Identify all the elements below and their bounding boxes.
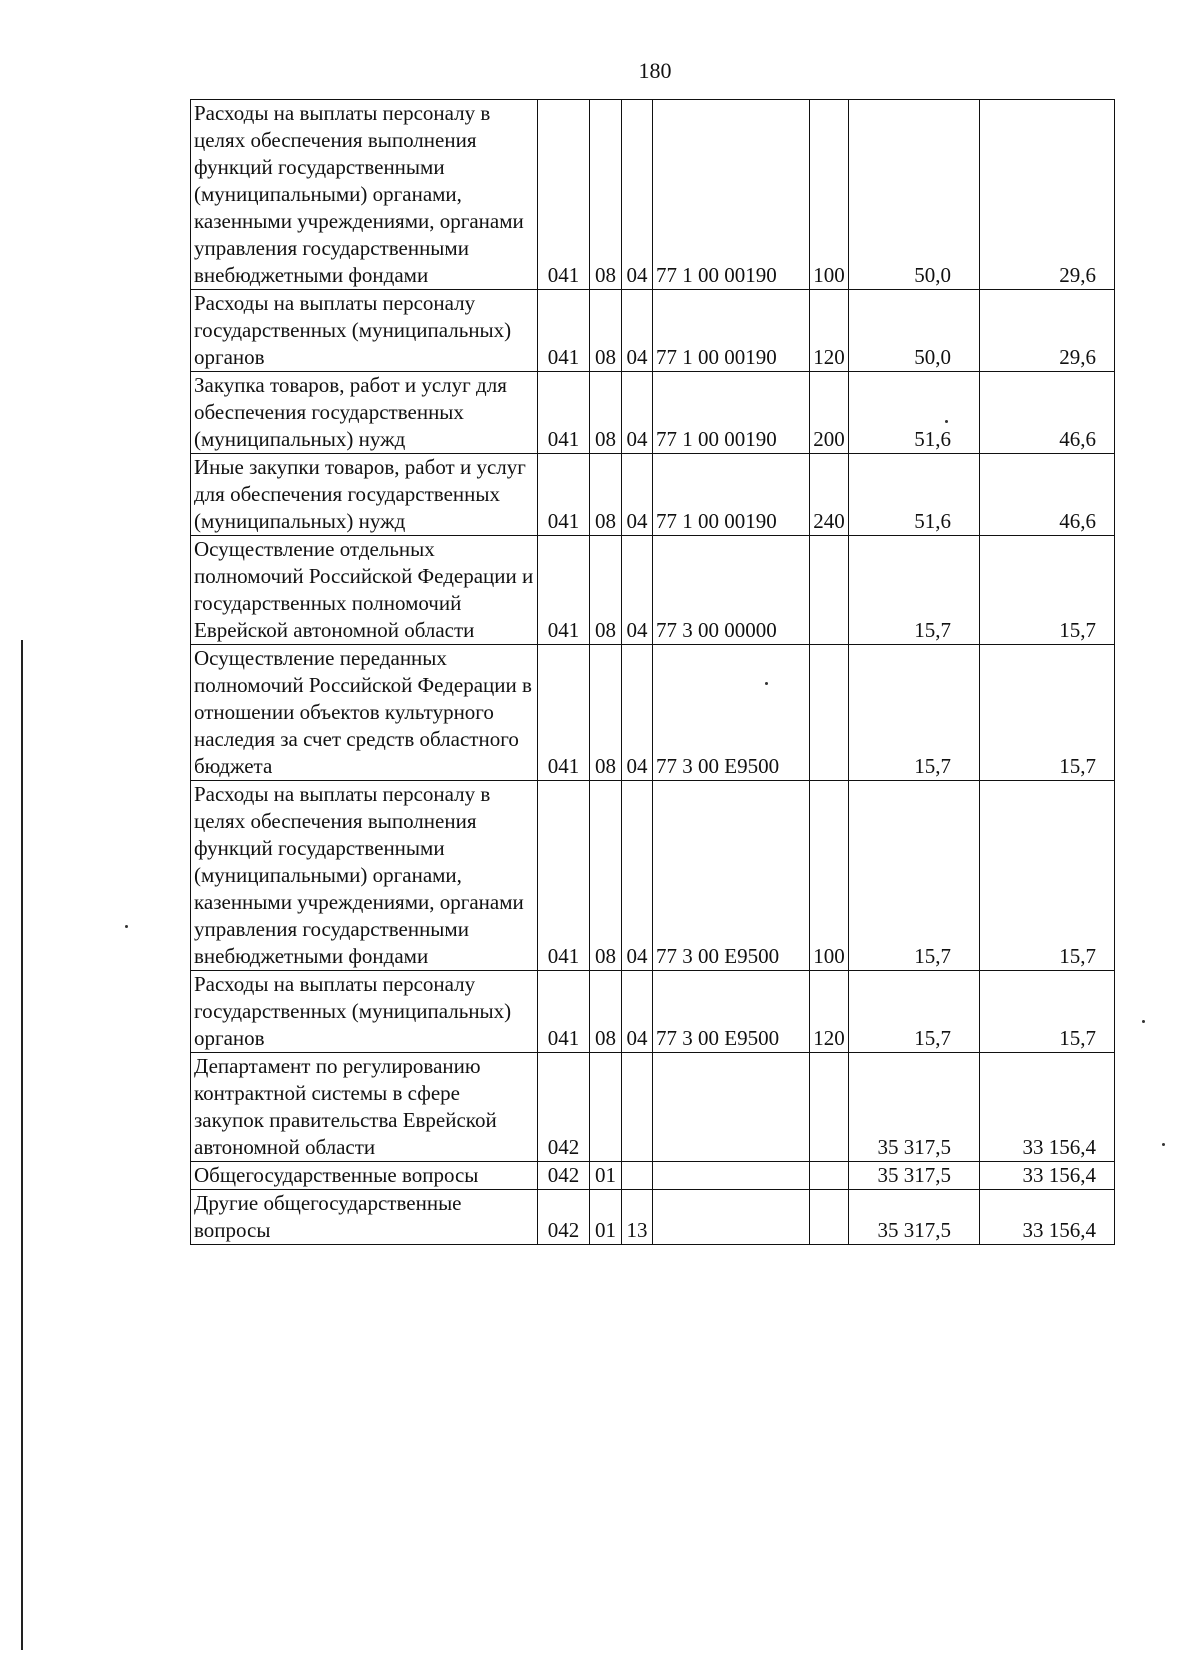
row-ved-cell: 041 xyxy=(538,100,590,290)
row-vr-cell xyxy=(810,1162,849,1190)
row-rz-cell: 08 xyxy=(590,290,622,372)
row-ved-cell: 041 xyxy=(538,454,590,536)
row-ved-cell: 042 xyxy=(538,1162,590,1190)
row-sum1-cell: 15,7 xyxy=(849,645,980,781)
row-csr-cell: 77 3 00 Е9500 xyxy=(653,645,810,781)
row-rz-cell: 08 xyxy=(590,645,622,781)
row-pr-cell xyxy=(622,1162,653,1190)
row-rz-cell: 08 xyxy=(590,971,622,1053)
row-csr-cell: 77 1 00 00190 xyxy=(653,454,810,536)
row-sum2-cell: 15,7 xyxy=(980,536,1115,645)
row-name-cell: Осуществление переданных полномочий Российской Федерации в отношении объектов культурного наследия за счет средств областного бюджета xyxy=(191,645,538,781)
row-name-cell: Расходы на выплаты персоналу в целях обеспечения выполнения функций государственными (муниципальными) органами, казенными учреждениями, органами управления государственными внебюджетными фондами xyxy=(191,100,538,290)
row-sum1-cell: 50,0 xyxy=(849,290,980,372)
row-csr-cell: 77 3 00 Е9500 xyxy=(653,781,810,971)
row-ved-cell: 041 xyxy=(538,290,590,372)
row-pr-cell: 04 xyxy=(622,290,653,372)
row-pr-cell: 04 xyxy=(622,454,653,536)
row-sum2-cell: 33 156,4 xyxy=(980,1190,1115,1245)
row-vr-cell: 100 xyxy=(810,781,849,971)
row-sum1-cell: 15,7 xyxy=(849,971,980,1053)
row-name-cell: Департамент по регулированию контрактной системы в сфере закупок правительства Еврейской автономной области xyxy=(191,1053,538,1162)
row-sum2-cell: 15,7 xyxy=(980,645,1115,781)
row-sum2-cell: 46,6 xyxy=(980,454,1115,536)
row-rz-cell: 08 xyxy=(590,372,622,454)
row-csr-cell: 77 1 00 00190 xyxy=(653,290,810,372)
scan-speck xyxy=(125,925,128,928)
scan-speck xyxy=(1162,1143,1165,1146)
table-row xyxy=(191,290,1115,372)
row-pr-cell: 04 xyxy=(622,971,653,1053)
row-rz-cell xyxy=(590,1053,622,1162)
row-ved-cell: 041 xyxy=(538,645,590,781)
table-row xyxy=(191,100,1115,290)
row-sum1-cell: 35 317,5 xyxy=(849,1190,980,1245)
row-csr-cell: 77 3 00 00000 xyxy=(653,536,810,645)
row-sum1-cell: 35 317,5 xyxy=(849,1053,980,1162)
row-vr-cell: 120 xyxy=(810,971,849,1053)
row-csr-cell: 77 1 00 00190 xyxy=(653,372,810,454)
row-sum1-cell: 51,6 xyxy=(849,372,980,454)
row-vr-cell: 240 xyxy=(810,454,849,536)
row-ved-cell: 042 xyxy=(538,1053,590,1162)
table-row xyxy=(191,971,1115,1053)
budget-table-body xyxy=(191,100,1115,1245)
row-name-cell: Общегосударственные вопросы xyxy=(191,1162,538,1190)
row-ved-cell: 041 xyxy=(538,372,590,454)
row-vr-cell xyxy=(810,1053,849,1162)
row-name-cell: Иные закупки товаров, работ и услуг для обеспечения государственных (муниципальных) нужд xyxy=(191,454,538,536)
row-vr-cell: 120 xyxy=(810,290,849,372)
page-number: 180 xyxy=(638,58,672,83)
row-name-cell: Закупка товаров, работ и услуг для обеспечения государственных (муниципальных) нужд xyxy=(191,372,538,454)
row-ved-cell: 042 xyxy=(538,1190,590,1245)
row-vr-cell xyxy=(810,1190,849,1245)
row-csr-cell xyxy=(653,1162,810,1190)
row-name-cell: Расходы на выплаты персоналу в целях обеспечения выполнения функций государственными (муниципальными) органами, казенными учреждениями, органами управления государственными внебюджетными фондами xyxy=(191,781,538,971)
row-csr-cell xyxy=(653,1190,810,1245)
row-rz-cell: 01 xyxy=(590,1162,622,1190)
row-vr-cell: 100 xyxy=(810,100,849,290)
row-csr-cell: 77 1 00 00190 xyxy=(653,100,810,290)
table-row xyxy=(191,781,1115,971)
row-sum2-cell: 29,6 xyxy=(980,290,1115,372)
scan-edge-line xyxy=(21,640,23,1650)
row-name-cell: Расходы на выплаты персоналу государственных (муниципальных) органов xyxy=(191,971,538,1053)
row-sum1-cell: 15,7 xyxy=(849,781,980,971)
row-sum1-cell: 35 317,5 xyxy=(849,1162,980,1190)
row-pr-cell: 04 xyxy=(622,645,653,781)
row-pr-cell xyxy=(622,1053,653,1162)
table-row xyxy=(191,1190,1115,1245)
row-sum1-cell: 50,0 xyxy=(849,100,980,290)
table-row xyxy=(191,536,1115,645)
row-pr-cell: 04 xyxy=(622,100,653,290)
row-vr-cell: 200 xyxy=(810,372,849,454)
row-ved-cell: 041 xyxy=(538,971,590,1053)
row-vr-cell xyxy=(810,645,849,781)
table-row xyxy=(191,1162,1115,1190)
row-name-cell: Другие общегосударственные вопросы xyxy=(191,1190,538,1245)
row-sum2-cell: 33 156,4 xyxy=(980,1053,1115,1162)
budget-table xyxy=(190,99,1115,1245)
row-pr-cell: 04 xyxy=(622,536,653,645)
scan-speck xyxy=(1142,1020,1145,1023)
table-row xyxy=(191,372,1115,454)
row-csr-cell: 77 3 00 Е9500 xyxy=(653,971,810,1053)
row-rz-cell: 01 xyxy=(590,1190,622,1245)
row-name-cell: Осуществление отдельных полномочий Российской Федерации и государственных полномочий Еврейской автономной области xyxy=(191,536,538,645)
row-sum1-cell: 15,7 xyxy=(849,536,980,645)
row-pr-cell: 13 xyxy=(622,1190,653,1245)
row-sum2-cell: 33 156,4 xyxy=(980,1162,1115,1190)
row-ved-cell: 041 xyxy=(538,536,590,645)
row-sum2-cell: 46,6 xyxy=(980,372,1115,454)
row-ved-cell: 041 xyxy=(538,781,590,971)
row-rz-cell: 08 xyxy=(590,536,622,645)
table-row xyxy=(191,454,1115,536)
row-csr-cell xyxy=(653,1053,810,1162)
row-sum2-cell: 15,7 xyxy=(980,781,1115,971)
table-row xyxy=(191,645,1115,781)
row-pr-cell: 04 xyxy=(622,372,653,454)
row-rz-cell: 08 xyxy=(590,100,622,290)
table-row xyxy=(191,1053,1115,1162)
row-vr-cell xyxy=(810,536,849,645)
row-rz-cell: 08 xyxy=(590,454,622,536)
row-sum2-cell: 29,6 xyxy=(980,100,1115,290)
row-rz-cell: 08 xyxy=(590,781,622,971)
row-sum2-cell: 15,7 xyxy=(980,971,1115,1053)
row-sum1-cell: 51,6 xyxy=(849,454,980,536)
row-name-cell: Расходы на выплаты персоналу государственных (муниципальных) органов xyxy=(191,290,538,372)
row-pr-cell: 04 xyxy=(622,781,653,971)
